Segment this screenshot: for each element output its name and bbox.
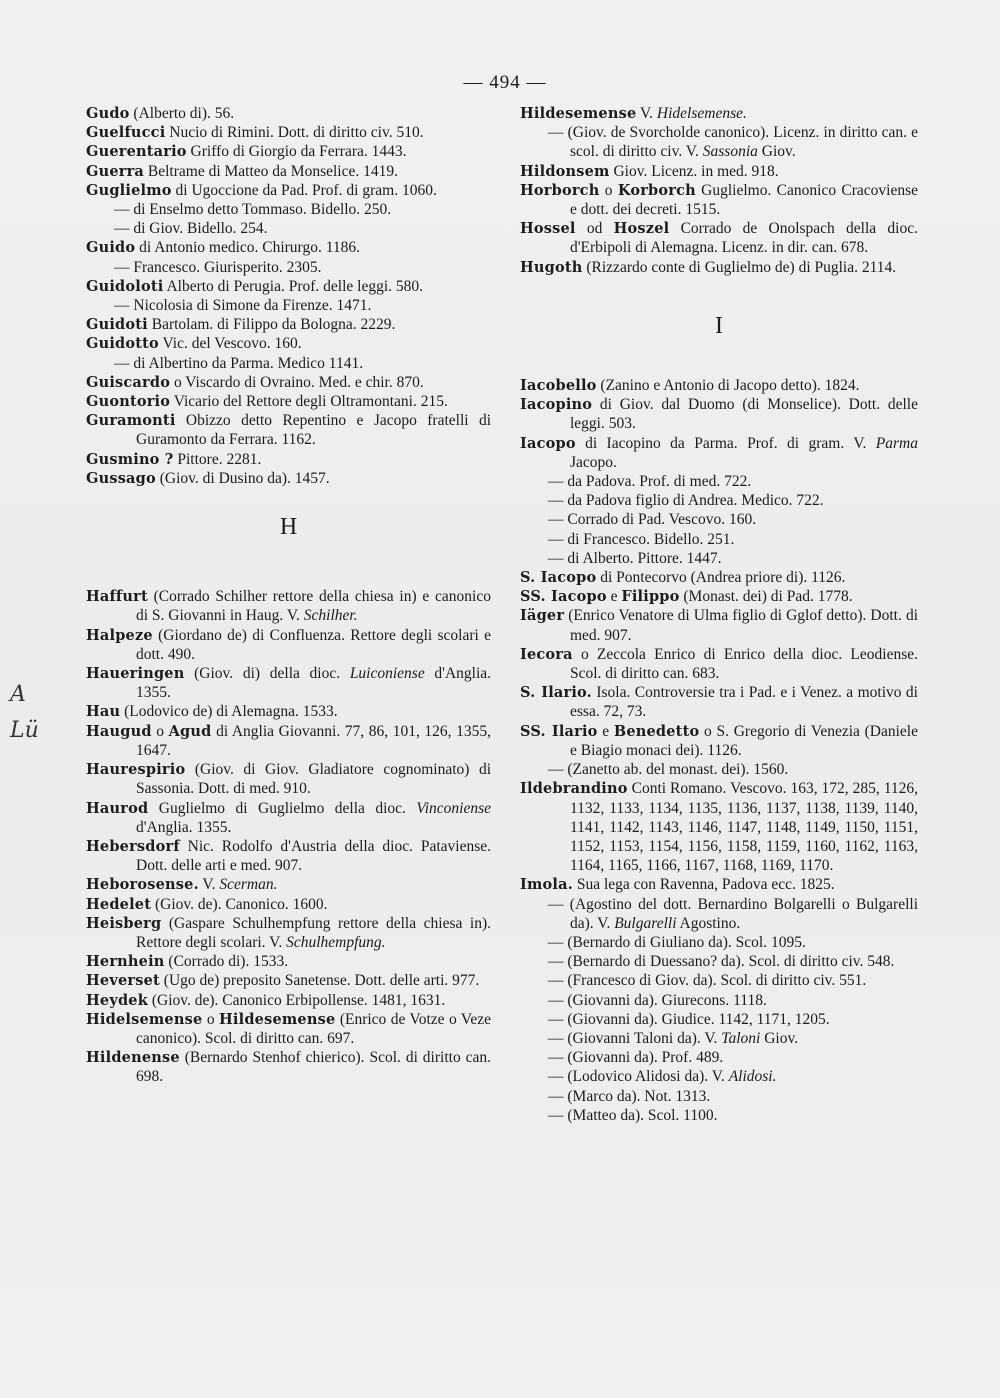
entry-text: (Lodovico de) di Alemagna. 1533. <box>120 703 338 721</box>
index-entry <box>520 181 918 219</box>
index-subentry <box>520 549 918 568</box>
section-letter-h: H <box>279 514 298 541</box>
entry-text: (Enrico Venatore di Ulma figlio di Gglof detto). Dott. di med. 907. <box>564 607 918 644</box>
index-entry <box>86 373 491 392</box>
entry-heading: Imola. <box>520 876 573 894</box>
entry-heading: Guidoloti <box>86 277 164 295</box>
index-subentry <box>520 1106 918 1125</box>
entry-heading: Haffurt <box>86 588 148 606</box>
entry-text: (Gaspare Schulhempfung rettore della chiesa in). Rettore degli scolari. V. <box>136 914 491 951</box>
entry-heading: Iecora <box>520 645 573 663</box>
entry-heading: Hidelsemense <box>86 1010 203 1028</box>
entry-heading: Guerra <box>86 162 145 180</box>
entry-text: Alberto di Perugia. Prof. delle leggi. 580. <box>163 277 424 295</box>
entry-heading: Guerentario <box>86 143 187 161</box>
index-entry <box>520 258 918 277</box>
entry-text: — (Marco da). Not. 1313. <box>548 1087 711 1105</box>
entry-heading: Heverset <box>86 972 160 990</box>
entry-text: Vicario del Rettore degli Oltramontani. 215. <box>170 393 448 411</box>
index-entry <box>86 664 491 702</box>
entry-text: o Zeccola Enrico di Enrico della dioc. Leodiense. Scol. di diritto can. 683. <box>570 645 918 683</box>
entry-heading: Heydek <box>86 991 148 1009</box>
index-subentry <box>520 472 918 491</box>
entry-heading: Haurod <box>86 799 149 817</box>
entry-text-tail: Jacopo. <box>570 453 617 471</box>
entry-heading: Hildonsem <box>520 162 610 180</box>
entry-text: (Giov. di Giov. Gladiatore cognominato) di Sassonia. Dott. di med. 910. <box>136 761 491 798</box>
entry-heading: Haueringen <box>86 665 185 683</box>
entry-text: o <box>599 181 618 199</box>
entry-text: di Giov. dal Duomo (di Monselice). Dott. delle leggi. 503. <box>570 396 918 433</box>
index-entry <box>520 568 918 587</box>
index-subentry <box>520 530 918 549</box>
entry-italic: Parma <box>875 434 918 452</box>
index-entry <box>520 395 918 433</box>
entry-text: — da Padova figlio di Andrea. Medico. 722. <box>548 492 824 510</box>
index-entry <box>86 181 491 200</box>
entry-heading: Heisberg <box>86 914 162 932</box>
entry-text: — Francesco. Giurisperito. 2305. <box>114 258 322 276</box>
entry-text-tail: di Anglia Giovanni. 77, 86, 101, 126, 1355, 1647. <box>136 722 492 759</box>
index-entry <box>520 683 918 721</box>
index-entry <box>86 315 491 334</box>
section-letter-i: I <box>715 312 723 339</box>
entry-heading: Hernhein <box>86 953 165 971</box>
entry-italic: Alidosi. <box>728 1068 777 1086</box>
entry-text: o <box>202 1010 219 1028</box>
entry-text: (Bernardo Stenhof chierico). Scol. di diritto can. 698. <box>136 1049 491 1086</box>
entry-text: — (Francesco di Giov. da). Scol. di diritto civ. 551. <box>548 972 867 990</box>
entry-text: Bartolam. di Filippo da Bologna. 2229. <box>147 316 396 334</box>
index-subentry <box>520 1010 918 1029</box>
index-entry <box>520 645 918 683</box>
entry-text-tail: o S. Gregorio di Venezia (Daniele e Biagio monaci dei). 1126. <box>570 722 918 759</box>
index-entry <box>86 952 491 971</box>
entry-heading: Heborosense. <box>86 876 199 894</box>
entry-text: di Pontecorvo (Andrea priore di). 1126. <box>596 569 846 587</box>
entry-text: — (Giovanni da). Giudice. 1142, 1171, 1205. <box>548 1010 830 1028</box>
entry-heading: Hugoth <box>520 258 583 276</box>
entry-text: di Antonio medico. Chirurgo. 1186. <box>135 239 360 257</box>
entry-heading: S. Ilario. <box>520 684 592 702</box>
entry-text: — (Giovanni Taloni da). V. <box>548 1029 722 1047</box>
entry-text: (Giordano de) di Confluenza. Rettore degli scolari e dott. 490. <box>136 626 491 663</box>
entry-text: (Corrado Schilher rettore della chiesa in) e canonico di S. Giovanni in Haug. V. <box>136 588 491 625</box>
index-entry <box>86 702 491 721</box>
entry-italic: Luiconiense <box>349 665 425 683</box>
entry-text: (Giov. de). Canonico Erbipollense. 1481, 1631. <box>147 991 446 1009</box>
index-subentry <box>520 1029 918 1048</box>
entry-heading: Gudo <box>86 105 130 122</box>
index-entry <box>86 104 491 123</box>
entry-text: — (Bernardo di Giuliano da). Scol. 1095. <box>548 933 806 951</box>
entry-italic: Sassonia <box>702 143 758 161</box>
entry-text: Conti Romano. Vescovo. 163, 172, 285, 1126, 1132, 1133, 1134, 1135, 1136, 1137, 1138, 1139, 1140, 1141, 1142, 1143, 1146, 1147, 1148, 1149, 1150, 1151, 1152, 1153, 1154, 1156, 1158, 1159, 1160, 1162, 1163, 1164, 1165, 1166, 1167, 1168, 1169, 1170. <box>570 780 918 875</box>
index-entry <box>86 799 491 837</box>
entry-heading: Ildebrandino <box>520 780 628 798</box>
entry-heading: Guidoti <box>86 316 148 334</box>
entry-text: — di Giov. Bidello. 254. <box>114 220 268 238</box>
margin-note: Lü <box>10 718 39 743</box>
entry-text-tail: (Monast. dei) di Pad. 1778. <box>679 588 853 606</box>
index-subentry <box>86 200 491 219</box>
index-subentry <box>520 1048 918 1067</box>
entry-text: Beltrame di Matteo da Monselice. 1419. <box>144 162 398 180</box>
entry-italic: Scerman. <box>219 876 278 894</box>
entry-text: (Ugo de) preposito Sanetense. Dott. delle arti. 977. <box>159 972 480 990</box>
index-subentry <box>520 1067 918 1086</box>
entry-italic: Vinconiense <box>416 799 491 817</box>
entry-text: Sua lega con Ravenna, Padova ecc. 1825. <box>572 876 835 894</box>
entry-heading: Hossel <box>520 220 576 238</box>
entry-text: — (Giovanni da). Prof. 489. <box>548 1049 724 1067</box>
index-entry <box>86 469 491 488</box>
index-subentry <box>520 1087 918 1106</box>
entry-text: — (Bernardo di Duessano? da). Scol. di diritto civ. 548. <box>548 953 895 971</box>
index-subentry <box>520 760 918 779</box>
index-entry <box>520 875 918 894</box>
entry-heading: Hildesemense <box>520 105 637 122</box>
entry-text: (Corrado di). 1533. <box>164 953 289 971</box>
entry-text: — (Giov. de Svorcholde canonico). Licenz. in diritto can. e scol. di diritto civ. V. <box>548 124 918 161</box>
index-entry <box>86 991 491 1010</box>
index-entry <box>86 971 491 990</box>
index-entry <box>86 837 491 875</box>
entry-text: (Giov. de). Canonico. 1600. <box>151 895 328 913</box>
page-number: — 494 — <box>463 72 547 93</box>
index-subentry <box>520 971 918 990</box>
index-subentry <box>520 510 918 529</box>
entry-text: o <box>151 722 169 740</box>
entry-heading-alt: Benedetto <box>613 722 700 740</box>
entry-heading: Iacopo <box>520 434 576 452</box>
index-entry <box>86 760 491 798</box>
index-entry <box>86 392 491 411</box>
index-subentry <box>520 991 918 1010</box>
entries-i <box>520 376 918 1125</box>
entry-text-tail: Corrado de Onolspach della dioc. d'Erbipoli di Alemagna. Licenz. in dir. can. 678. <box>570 220 918 257</box>
entry-heading: Halpeze <box>86 626 153 644</box>
index-entry <box>86 722 491 760</box>
entries-h-continued <box>520 104 918 277</box>
entry-heading: Haugud <box>86 722 152 740</box>
index-entry <box>86 123 491 142</box>
entry-text: Nic. Rodolfo d'Austria della dioc. Pataviense. Dott. delle arti e med. 907. <box>136 837 491 875</box>
entry-heading: Guglielmo <box>86 181 172 199</box>
entry-text: — (Zanetto ab. del monast. dei). 1560. <box>548 761 789 779</box>
entry-heading-alt: Hildesemense <box>219 1010 336 1028</box>
entry-text: V. <box>636 105 657 122</box>
index-entry <box>520 376 918 395</box>
entry-text: Giov. Licenz. in med. 918. <box>609 162 779 180</box>
entry-italic: Schilher. <box>303 607 358 625</box>
index-entry <box>520 434 918 472</box>
entry-text: — (Agostino del dott. Bernardino Bolgarelli o Bulgarelli da). V. <box>548 895 918 932</box>
entry-text: Griffo di Giorgio da Ferrara. 1443. <box>186 143 407 161</box>
right-column <box>520 104 918 1125</box>
index-subentry <box>86 258 491 277</box>
entry-text: — da Padova. Prof. di med. 722. <box>548 473 752 491</box>
index-subentry <box>520 491 918 510</box>
entry-heading: Hedelet <box>86 895 152 913</box>
index-entry <box>86 914 491 952</box>
entry-heading: Gussago <box>86 469 156 487</box>
index-entry <box>86 277 491 296</box>
entry-heading: Haurespirio <box>86 761 186 779</box>
entry-text: — di Enselmo detto Tommaso. Bidello. 250. <box>114 201 392 219</box>
index-entry <box>86 450 491 469</box>
entry-heading-alt: Hoszel <box>613 220 670 238</box>
entry-text: — (Matteo da). Scol. 1100. <box>548 1106 718 1124</box>
entry-text: Isola. Controversie tra i Pad. e i Venez. a motivo di essa. 72, 73. <box>570 684 918 721</box>
entry-heading: Guramonti <box>86 412 176 430</box>
index-entry <box>86 1048 491 1086</box>
entry-heading: Iacobello <box>520 377 597 395</box>
entry-text: o Viscardo di Ovraino. Med. e chir. 870. <box>170 373 424 391</box>
index-subentry <box>520 952 918 971</box>
entry-heading: SS. Iacopo <box>520 588 607 606</box>
entry-text: (Alberto di). 56. <box>129 105 235 122</box>
entry-heading: Hildenense <box>86 1049 180 1067</box>
entry-heading: Guontorio <box>86 393 171 411</box>
entries-h <box>86 587 491 1086</box>
index-entry <box>86 875 491 894</box>
entry-text: — di Francesco. Bidello. 251. <box>548 530 735 548</box>
entry-italic: Taloni <box>721 1029 761 1047</box>
entry-heading: Iäger <box>520 607 565 625</box>
entry-text: (Giov. di Dusino da). 1457. <box>155 469 330 487</box>
entry-text: — di Alberto. Pittore. 1447. <box>548 549 722 567</box>
entry-heading-alt: Korborch <box>617 181 696 199</box>
entry-text: (Giov. di) della dioc. <box>184 665 350 683</box>
index-entry <box>520 779 918 875</box>
index-subentry <box>520 123 918 161</box>
margin-note: A <box>10 682 26 707</box>
entry-text: — (Lodovico Alidosi da). V. <box>548 1068 729 1086</box>
entry-text-tail: d'Anglia. 1355. <box>136 665 492 702</box>
index-entry <box>520 722 918 760</box>
entry-text-tail: Giov. <box>757 143 796 161</box>
entry-text: Obizzo detto Repentino e Jacopo fratelli di Guramonto da Ferrara. 1162. <box>136 412 491 449</box>
entry-heading-alt: Filippo <box>621 588 680 606</box>
entry-text: di Ugoccione da Pad. Prof. di gram. 1060. <box>171 181 437 199</box>
index-subentry <box>520 933 918 952</box>
entry-heading: Hau <box>86 703 121 721</box>
entry-text: Pittore. 2281. <box>173 450 262 468</box>
entry-heading: SS. Ilario <box>520 722 598 740</box>
entry-text: Vic. del Vescovo. 160. <box>158 335 302 353</box>
entry-heading: Horborch <box>520 181 600 199</box>
index-subentry <box>86 296 491 315</box>
entry-heading: Hebersdorf <box>86 837 180 855</box>
index-entry <box>86 334 491 353</box>
index-entry <box>86 1010 491 1048</box>
entry-italic: Bulgarelli <box>614 914 677 932</box>
entry-text: e <box>597 722 614 740</box>
index-subentry <box>520 895 918 933</box>
entry-text: e <box>606 588 622 606</box>
entry-italic: Hidelsemense. <box>656 105 747 122</box>
entry-text: Guglielmo di Guglielmo della dioc. <box>148 799 417 817</box>
index-entry <box>520 606 918 644</box>
entry-heading: Guiscardo <box>86 373 171 391</box>
entry-heading-alt: Agud <box>168 722 212 740</box>
entries-g <box>86 104 491 488</box>
left-column <box>86 104 491 1087</box>
index-entry <box>520 587 918 606</box>
entry-text: Nucio di Rimini. Dott. di diritto civ. 510. <box>165 124 424 142</box>
entry-text: — Corrado di Pad. Vescovo. 160. <box>548 511 757 529</box>
index-subentry <box>86 219 491 238</box>
index-entry <box>86 142 491 161</box>
index-entry <box>520 219 918 257</box>
index-entry <box>520 104 918 123</box>
entry-heading: Gusmino ? <box>86 450 174 468</box>
entry-text: (Zanino e Antonio di Jacopo detto). 1824. <box>596 377 860 395</box>
entry-heading: Guido <box>86 239 136 257</box>
index-entry <box>86 587 491 625</box>
index-entry <box>86 626 491 664</box>
entry-text-tail: d'Anglia. 1355. <box>136 818 232 836</box>
entry-text-tail: Guglielmo. Canonico Cracoviense e dott. dei decreti. 1515. <box>570 181 919 219</box>
index-subentry <box>86 354 491 373</box>
index-entry <box>86 411 491 449</box>
index-entry <box>520 162 918 181</box>
entry-text-tail: Giov. <box>760 1029 799 1047</box>
entry-italic: Schulhempfung. <box>286 933 386 951</box>
index-entry <box>86 238 491 257</box>
entry-heading: Guelfucci <box>86 124 166 142</box>
entry-heading: Iacopino <box>520 396 593 414</box>
entry-text-tail: (Enrico de Votze o Veze canonico). Scol. di diritto can. 697. <box>136 1010 491 1047</box>
entry-heading: S. Iacopo <box>520 569 597 587</box>
entry-text: — di Albertino da Parma. Medico 1141. <box>114 354 364 372</box>
entry-heading: Guidotto <box>86 335 159 353</box>
entry-text: — Nicolosia di Simone da Firenze. 1471. <box>114 297 372 315</box>
entry-text: od <box>575 220 614 238</box>
entry-text: di Iacopino da Parma. Prof. di gram. V. <box>575 434 876 452</box>
index-entry <box>86 162 491 181</box>
entry-text-tail: Agostino. <box>676 914 741 932</box>
entry-text: (Rizzardo conte di Guglielmo de) di Puglia. 2114. <box>582 258 897 276</box>
entry-text: V. <box>198 876 220 894</box>
index-entry <box>86 895 491 914</box>
entry-text: — (Giovanni da). Giurecons. 1118. <box>548 991 767 1009</box>
